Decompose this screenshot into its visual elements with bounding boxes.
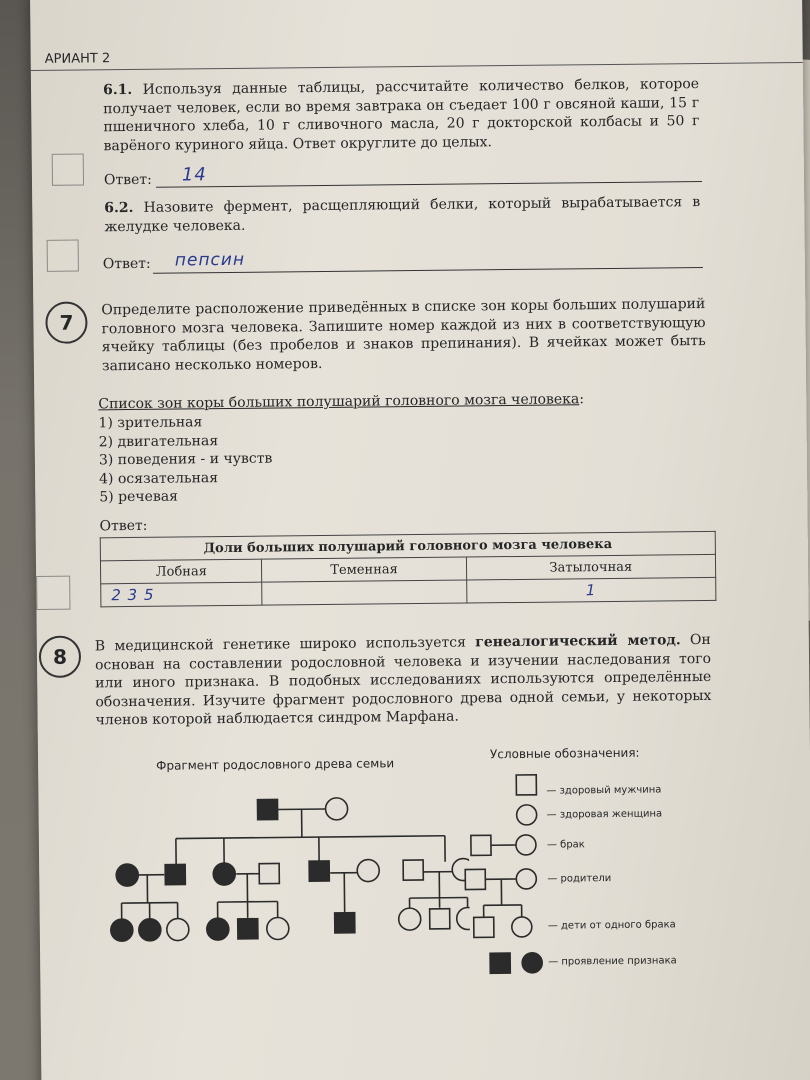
legend-label-male: — здоровый мужчина bbox=[546, 784, 662, 797]
task-8-text bbox=[95, 631, 712, 730]
answer-value-6-1: 14 bbox=[181, 164, 207, 186]
variant-header: АРИАНТ 2 bbox=[44, 51, 111, 67]
answer-line-6-1 bbox=[156, 181, 702, 188]
answer-label-6-2: Ответ: bbox=[102, 255, 151, 273]
list-item: 5) речевая bbox=[99, 488, 179, 506]
answer-cell-parietal[interactable] bbox=[262, 580, 466, 605]
legend-child-male bbox=[474, 917, 494, 937]
answer-value-6-2: пепсин bbox=[174, 249, 246, 271]
col-header-occipital: Затылочная bbox=[466, 554, 716, 580]
task-8-text-bold: генеалогический метод. bbox=[475, 632, 681, 651]
legend-label-female: — здоровая женщина bbox=[546, 808, 663, 821]
answer-label-7: Ответ: bbox=[99, 517, 148, 535]
lobes-table bbox=[100, 531, 717, 607]
task-8-text-part1: В медицинской генетике широко используется bbox=[94, 634, 476, 655]
affected-female-symbol bbox=[139, 919, 161, 941]
legend-symbols bbox=[458, 769, 560, 980]
affected-male-symbol bbox=[309, 861, 329, 881]
healthy-female-symbol bbox=[357, 859, 379, 881]
affected-female-symbol bbox=[116, 864, 138, 886]
list-item: 4) осязательная bbox=[99, 469, 219, 487]
list-item: 2) двигательная bbox=[98, 432, 219, 450]
zones-list-title bbox=[98, 390, 584, 414]
affected-female-symbol bbox=[111, 919, 133, 941]
pedigree-title: Фрагмент родословного древа семьи bbox=[156, 756, 395, 773]
healthy-female-symbol bbox=[325, 798, 347, 820]
healthy-male-symbol bbox=[403, 860, 423, 880]
score-box-6-1 bbox=[52, 153, 84, 185]
zones-list-title-colon: : bbox=[579, 391, 585, 408]
pedigree-line bbox=[176, 836, 445, 839]
legend-affected-male bbox=[490, 953, 510, 973]
legend-title: Условные обозначения: bbox=[489, 745, 640, 762]
task-8-text-part2: Он основан на составлении родословной человека и изучении наследования того или иного признака. В подобных исследованиях используются определённые обозначения. Изучите фрагмент родословного древа одной семьи, у некоторых членов которой наблюдается синдром Марфана. bbox=[94, 631, 712, 729]
legend-male-square bbox=[516, 775, 536, 795]
answer-cell-occipital[interactable]: 1 bbox=[466, 577, 716, 603]
exam-page bbox=[30, 0, 810, 1080]
legend-affected-female bbox=[522, 953, 542, 973]
legend-label-marriage: — брак bbox=[546, 839, 585, 851]
header-rule bbox=[31, 62, 803, 71]
col-header-frontal: Лобная bbox=[100, 559, 262, 584]
zones-list bbox=[98, 413, 272, 507]
healthy-male-symbol bbox=[430, 909, 450, 929]
task-6-1-body: Используя данные таблицы, рассчитайте количество белков, которое получает человек, если во время завтрака он съедает 100 г овсяной каши, 15 г пшеничного хлеба, 10 г сливочного масла, 20 г докторской колбасы и 50 г варёного куриного яйца. Ответ округлите до целых. bbox=[103, 76, 700, 154]
list-item: 3) поведения - и чувств bbox=[98, 450, 273, 469]
legend-marriage-male bbox=[471, 835, 491, 855]
affected-male-symbol bbox=[238, 919, 258, 939]
affected-female-symbol bbox=[213, 863, 235, 885]
affected-male-symbol bbox=[165, 864, 185, 884]
legend-label-parents: — родители bbox=[547, 873, 612, 885]
task-6-2-text bbox=[104, 193, 700, 236]
legend-female-circle bbox=[517, 805, 537, 825]
legend-label-affected: — проявление признака bbox=[548, 955, 677, 968]
task-6-1-text bbox=[103, 75, 700, 155]
legend-label-children: — дети от одного брака bbox=[547, 919, 676, 932]
healthy-female-symbol bbox=[399, 908, 421, 930]
score-box-6-2 bbox=[47, 240, 79, 272]
pedigree-chart bbox=[68, 779, 470, 963]
task-7-text: Определите расположение приведённых в списке зон коры больших полушарий головного мозга человека. Запишите номер каждой из них в соответствующую ячейку таблицы (без пробелов и знаков препинания). В ячейках может быть записано несколько номеров. bbox=[101, 295, 706, 374]
task-6-2-number: 6.2. bbox=[104, 199, 134, 217]
task-6-2-body: Назовите фермент, расщепляющий белки, который вырабатывается в желудке человека. bbox=[104, 194, 701, 235]
score-box-7 bbox=[36, 576, 70, 610]
col-header-parietal: Теменная bbox=[262, 557, 466, 582]
affected-male-symbol bbox=[257, 799, 277, 819]
healthy-female-symbol bbox=[267, 917, 289, 939]
legend-parent-male bbox=[465, 869, 485, 889]
lobes-table-wrap bbox=[100, 531, 717, 607]
affected-female-symbol bbox=[207, 918, 229, 940]
list-item: 1) зрительная bbox=[98, 414, 203, 432]
legend-child-female bbox=[512, 917, 532, 937]
healthy-female-symbol bbox=[167, 918, 189, 940]
healthy-male-symbol bbox=[259, 863, 279, 883]
legend-marriage-female bbox=[516, 835, 536, 855]
task-8-number: 8 bbox=[39, 636, 81, 678]
lobes-table-title: Доли больших полушарий головного мозга человека bbox=[100, 531, 715, 560]
task-6-1-number: 6.1. bbox=[102, 81, 133, 99]
answer-cell-frontal[interactable]: 2 3 5 bbox=[101, 582, 263, 607]
affected-male-symbol bbox=[335, 913, 355, 933]
zones-list-title-text: Список зон коры больших полушарий головного мозга человека bbox=[98, 391, 580, 413]
task-7-number: 7 bbox=[45, 301, 87, 343]
legend-parent-female bbox=[516, 869, 536, 889]
answer-label-6-1: Ответ: bbox=[103, 171, 152, 189]
